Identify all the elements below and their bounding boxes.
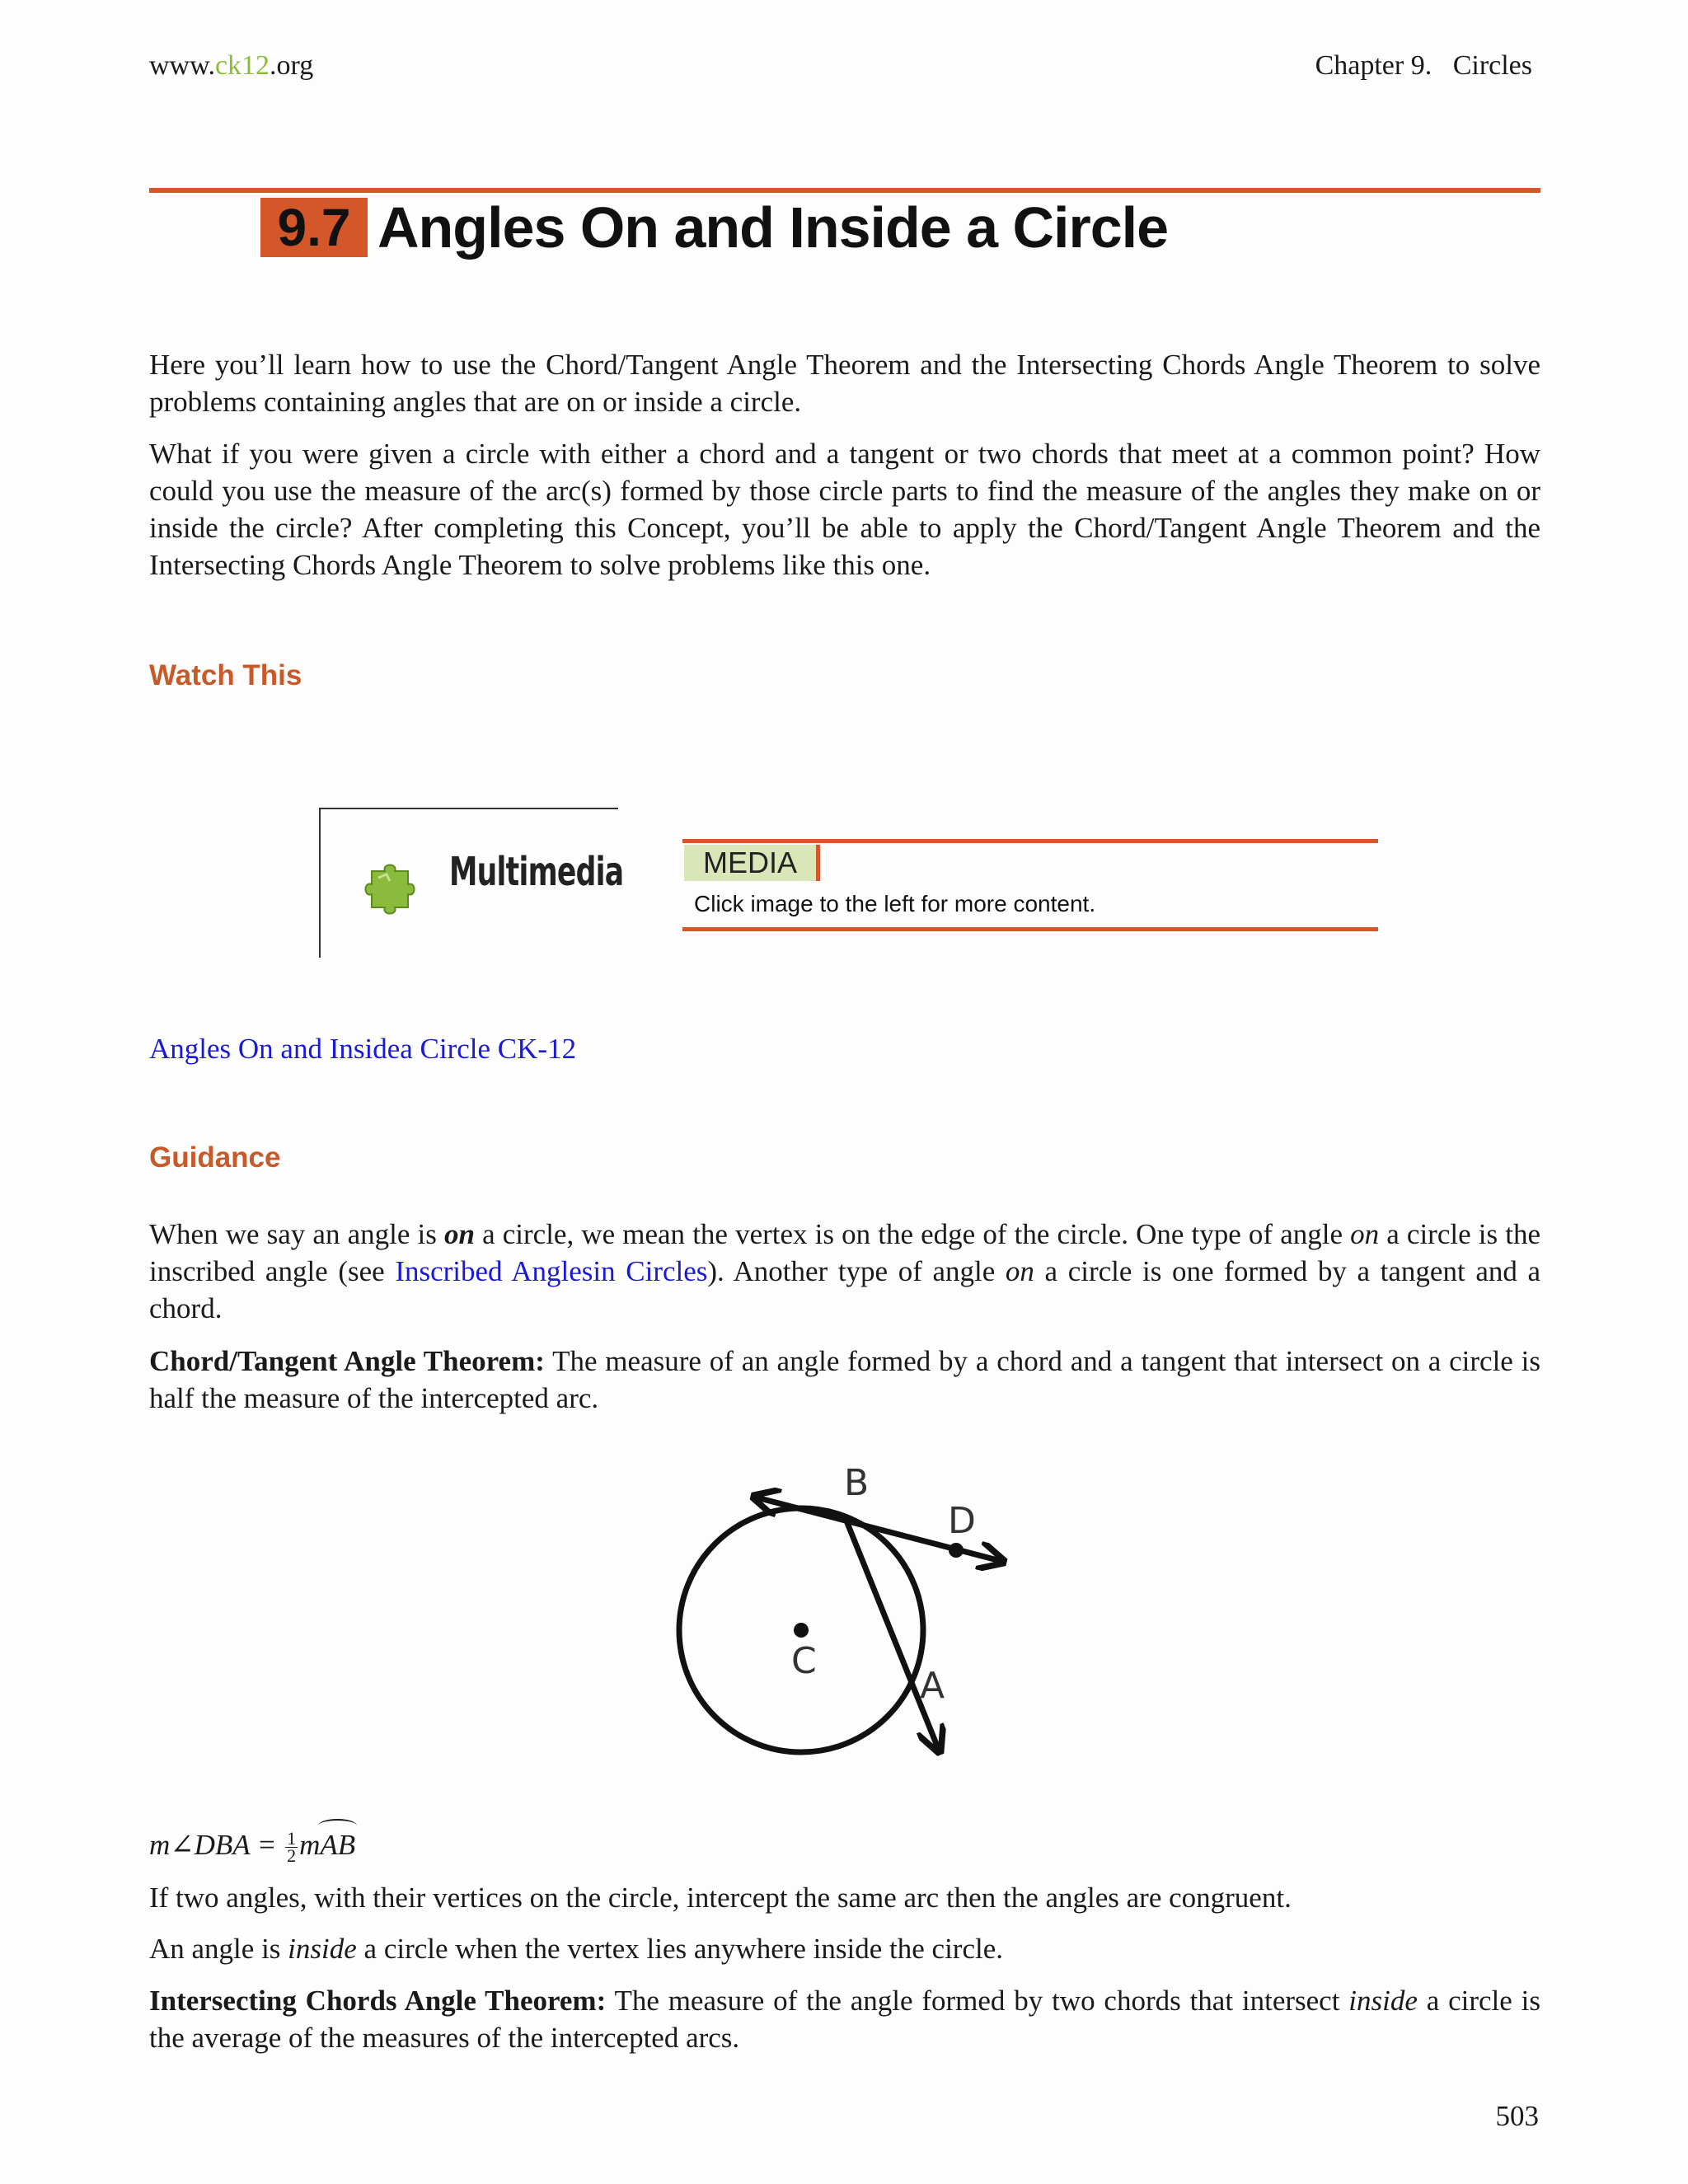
chapter-header: Chapter 9. Circles — [1315, 50, 1532, 81]
site-url-prefix: www. — [149, 50, 215, 81]
puzzle-piece-icon — [360, 853, 426, 919]
text-run: ). Another type of angle — [707, 1255, 1006, 1287]
site-url-brand: ck12 — [214, 50, 270, 81]
formula-lhs: m∠DBA = — [149, 1829, 277, 1861]
fraction — [285, 1828, 298, 1867]
fraction-denominator: 2 — [287, 1845, 297, 1867]
media-callout — [682, 839, 1378, 931]
theorem-label: Intersecting Chords Angle Theorem: — [149, 1985, 607, 2017]
text-run: a circle is one formed by a tangent and a chord. — [149, 1255, 1541, 1324]
congruent-angles-paragraph: If two angles, with their vertices on the circle, intercept the same arc then the angles are congruent. — [149, 1882, 1292, 1914]
label-b: B — [844, 1462, 870, 1504]
inside-angle-paragraph — [149, 1930, 1540, 1967]
chord-tangent-theorem — [149, 1343, 1540, 1417]
formula — [149, 1827, 356, 1867]
thumbnail-border-left — [319, 808, 321, 958]
intersecting-chords-theorem — [149, 1982, 1540, 2056]
label-d: D — [948, 1500, 976, 1542]
multimedia-label: Multimedia — [449, 849, 624, 895]
media-rule-bottom — [682, 927, 1378, 931]
emphasis-on: on — [1350, 1218, 1380, 1250]
emphasis-on: on — [443, 1218, 475, 1250]
media-rule-top — [682, 839, 1378, 843]
watch-heading: Watch This — [149, 659, 302, 691]
emphasis-inside: inside — [1348, 1985, 1418, 2017]
site-url — [149, 49, 313, 82]
text-run: a circle is the average of the measures of the intercepted arcs. — [149, 1985, 1540, 2054]
page-title: Angles On and Inside a Circle — [377, 195, 1169, 260]
chord-tangent-diagram — [659, 1457, 1030, 1770]
text-run: When we say an angle is — [149, 1218, 444, 1250]
label-c: C — [791, 1640, 817, 1682]
label-a: A — [920, 1665, 945, 1707]
video-link[interactable]: Angles On and Insidea Circle CK-12 — [149, 1033, 577, 1065]
guidance-heading: Guidance — [149, 1141, 281, 1174]
media-note: Click image to the left for more content. — [694, 891, 1096, 916]
site-url-suffix: .org — [270, 50, 314, 81]
text-run: The measure of the angle formed by two chords that intersect — [606, 1985, 1349, 2017]
text-run: a circle, we mean the vertex is on the edge of the circle. One type of angle — [474, 1218, 1351, 1250]
text-run: An angle is — [149, 1933, 288, 1965]
center-point — [794, 1623, 809, 1638]
multimedia-thumbnail[interactable] — [319, 808, 624, 958]
emphasis-inside: inside — [288, 1933, 357, 1965]
section-number: 9.7 — [260, 198, 368, 257]
theorem-text: The measure of an angle formed by a chord and a tangent that intersect on a circle is half the measure of the intercepted arc. — [149, 1345, 1541, 1414]
inscribed-angles-link[interactable]: Inscribed Anglesin Circles — [395, 1255, 708, 1287]
intro-paragraph-1: Here you’ll learn how to use the Chord/Tangent Angle Theorem and the Intersecting Chords Angle Theorem to solve problems containing angles that are on or inside a circle. — [149, 349, 1540, 418]
title-rule — [149, 188, 1540, 193]
emphasis-on: on — [1005, 1255, 1034, 1287]
thumbnail-border-top — [319, 808, 618, 809]
fraction-numerator: 1 — [287, 1828, 297, 1849]
formula-arc: AB — [320, 1827, 355, 1863]
media-tag: MEDIA — [684, 845, 820, 881]
intro-paragraph-2: What if you were given a circle with either a chord and a tangent or two chords that meet at a common point? How could you use the measure of the arc(s) formed by those circle parts to find the measure of the angles they make on or inside the circle? After completing this Concept, you’ll be able to apply the Chord/Tangent Angle Theorem and the Intersecting Chords Angle Theorem to solve problems like this one. — [149, 438, 1540, 581]
point-d — [949, 1543, 964, 1558]
text-run: a circle is the inscribed angle (see — [149, 1218, 1540, 1287]
formula-measure: m — [299, 1829, 321, 1861]
theorem-label: Chord/Tangent Angle Theorem: — [149, 1345, 545, 1377]
page-number: 503 — [1495, 2100, 1539, 2132]
guidance-paragraph-1 — [149, 1216, 1540, 1327]
text-run: a circle when the vertex lies anywhere inside the circle. — [356, 1933, 1003, 1965]
